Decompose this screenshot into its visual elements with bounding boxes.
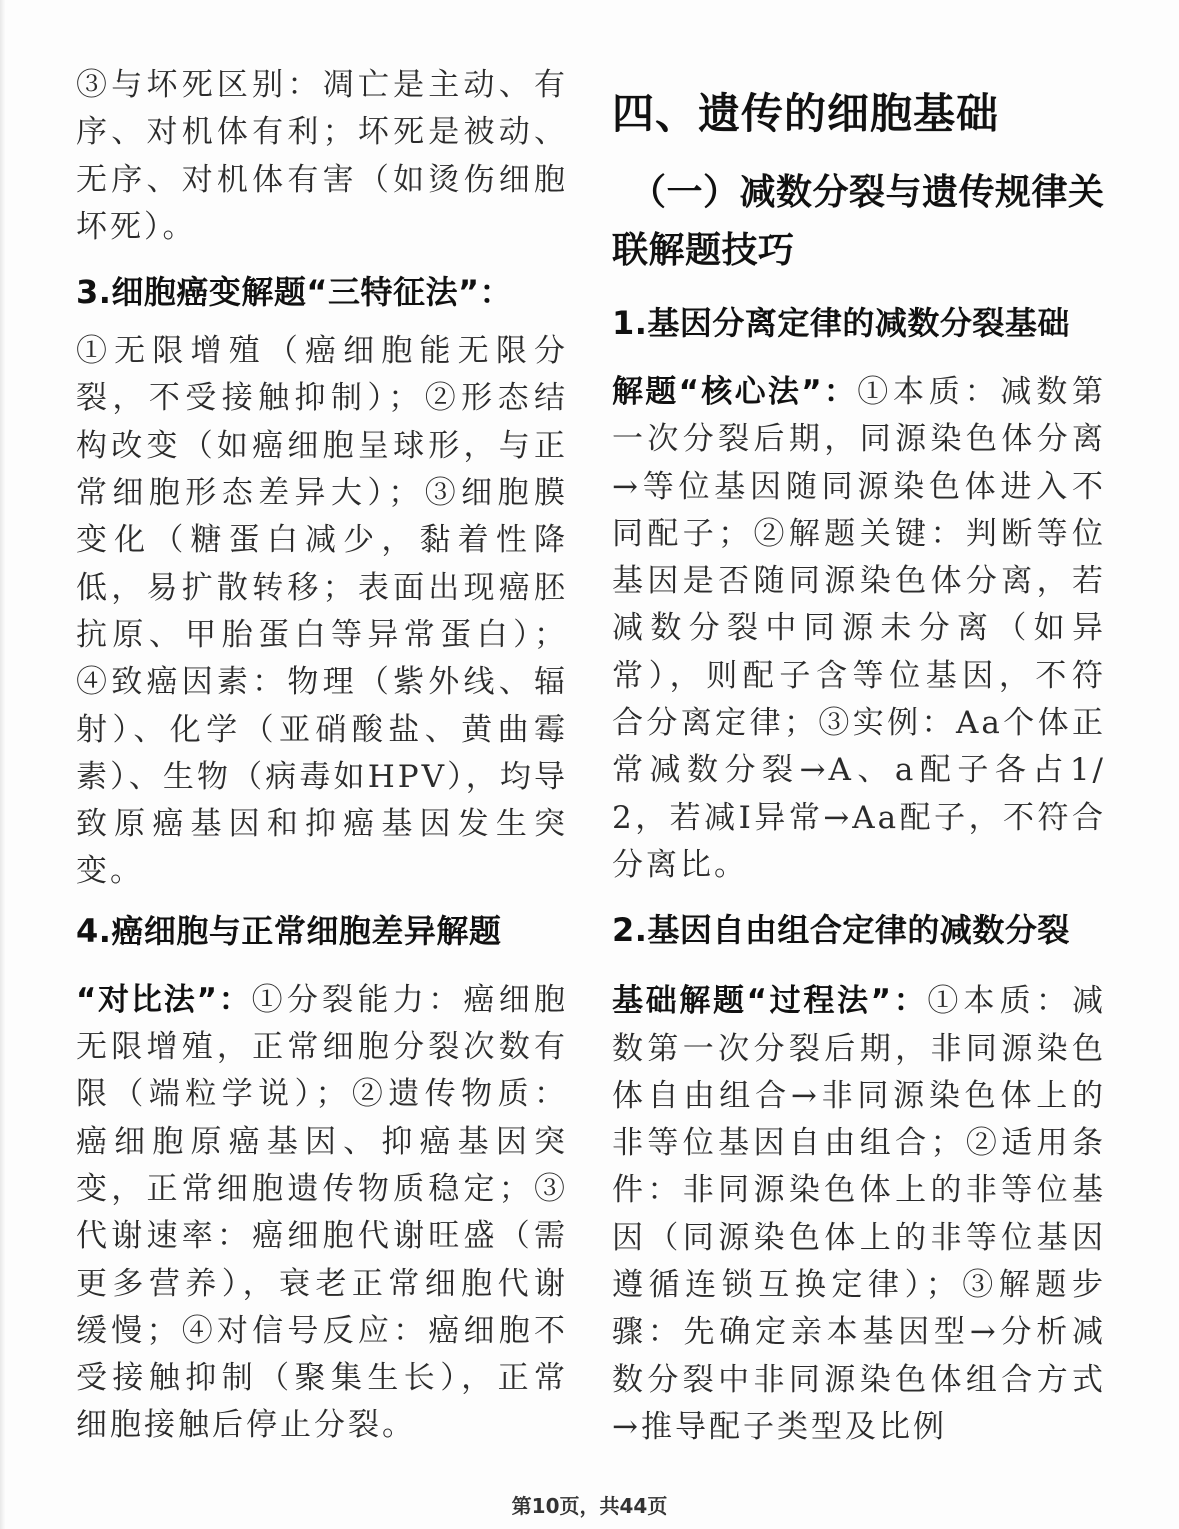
right-column <box>612 84 1106 1451</box>
heading-comparison-method: “对比法”： <box>76 981 252 1018</box>
paragraph-independent-assortment <box>612 978 1106 1451</box>
heading-process-method: 基础解题“过程法”： <box>612 983 928 1020</box>
heading-cancer-vs-normal: 4.癌细胞与正常细胞差异解题 <box>76 911 502 950</box>
paragraph-apoptosis-vs-necrosis: ③与坏死区别：凋亡是主动、有序、对机体有利；坏死是被动、无序、对机体有害（如烫伤细胞坏死）。 <box>76 67 568 245</box>
left-column <box>76 62 568 1450</box>
paragraph-assortment-body: ①本质：减数第一次分裂后期，非同源染色体自由组合→非同源染色体上的非等位基因自由组合；②适用条件：非同源染色体上的非等位基因（同源染色体上的非等位基因遵循连锁互换定律）；③解题步骤：先确定亲本基因型→分析减数分裂中非同源染色体组合方式→推导配子类型及比例 <box>612 983 1107 1445</box>
paragraph-comparison-body: ①分裂能力：癌细胞无限增殖，正常细胞分裂次数有限（端粒学说）；②遗传物质：癌细胞原癌基因、抑癌基因突变，正常细胞遗传物质稳定；③代谢速率：癌细胞代谢旺盛（需更多营养），衰老正常细胞代谢缓慢；④对信号反应：癌细胞不受接触抑制（聚集生长），正常细胞接触后停止分裂。 <box>76 981 569 1444</box>
subsection-title-meiosis: （一）减数分裂与遗传规律关联解题技巧 <box>612 172 1105 271</box>
paragraph-cancer-features: ①无限增殖（癌细胞能无限分裂，不受接触抑制）；②形态结构改变（如癌细胞呈球形，与正常细胞形态差异大）；③细胞膜变化（糖蛋白减少，黏着性降低，易扩散转移；表面出现癌胚抗原、甲胎蛋白等异常蛋白）；④致癌因素：物理（紫外线、辐射）、化学（亚硝酸盐、黄曲霉素）、生物（病毒如HPV），均导致原癌基因和抑癌基因发生突变。 <box>76 333 568 890</box>
section-title-genetics: 四、遗传的细胞基础 <box>612 89 1000 138</box>
paragraph-segregation-law <box>612 369 1106 889</box>
paragraph-segregation-body: ①本质：减数第一次分裂后期，同源染色体分离→等位基因随同源染色体进入不同配子；②解题关键：判断等位基因是否随同源染色体分离，若减数分裂中同源未分离（如异常），则配子含等位基因，不符合分离定律；③实例：Aa个体正常减数分裂→A、a配子各占1/2，若减Ⅰ异常→Aa配子，不符合分离比。 <box>612 374 1107 883</box>
heading-independent-assortment: 2.基因自由组合定律的减数分裂 <box>612 911 1070 950</box>
heading-segregation-law: 1.基因分离定律的减数分裂基础 <box>612 304 1070 342</box>
paragraph-cancer-vs-normal <box>76 977 568 1450</box>
page-number: 第10页，共44页 <box>511 1494 668 1518</box>
heading-core-method: 解题“核心法”： <box>612 374 858 410</box>
page-edge-left <box>0 0 6 1529</box>
heading-cancer-three-features: 3.细胞癌变解题“三特征法”： <box>76 273 512 312</box>
